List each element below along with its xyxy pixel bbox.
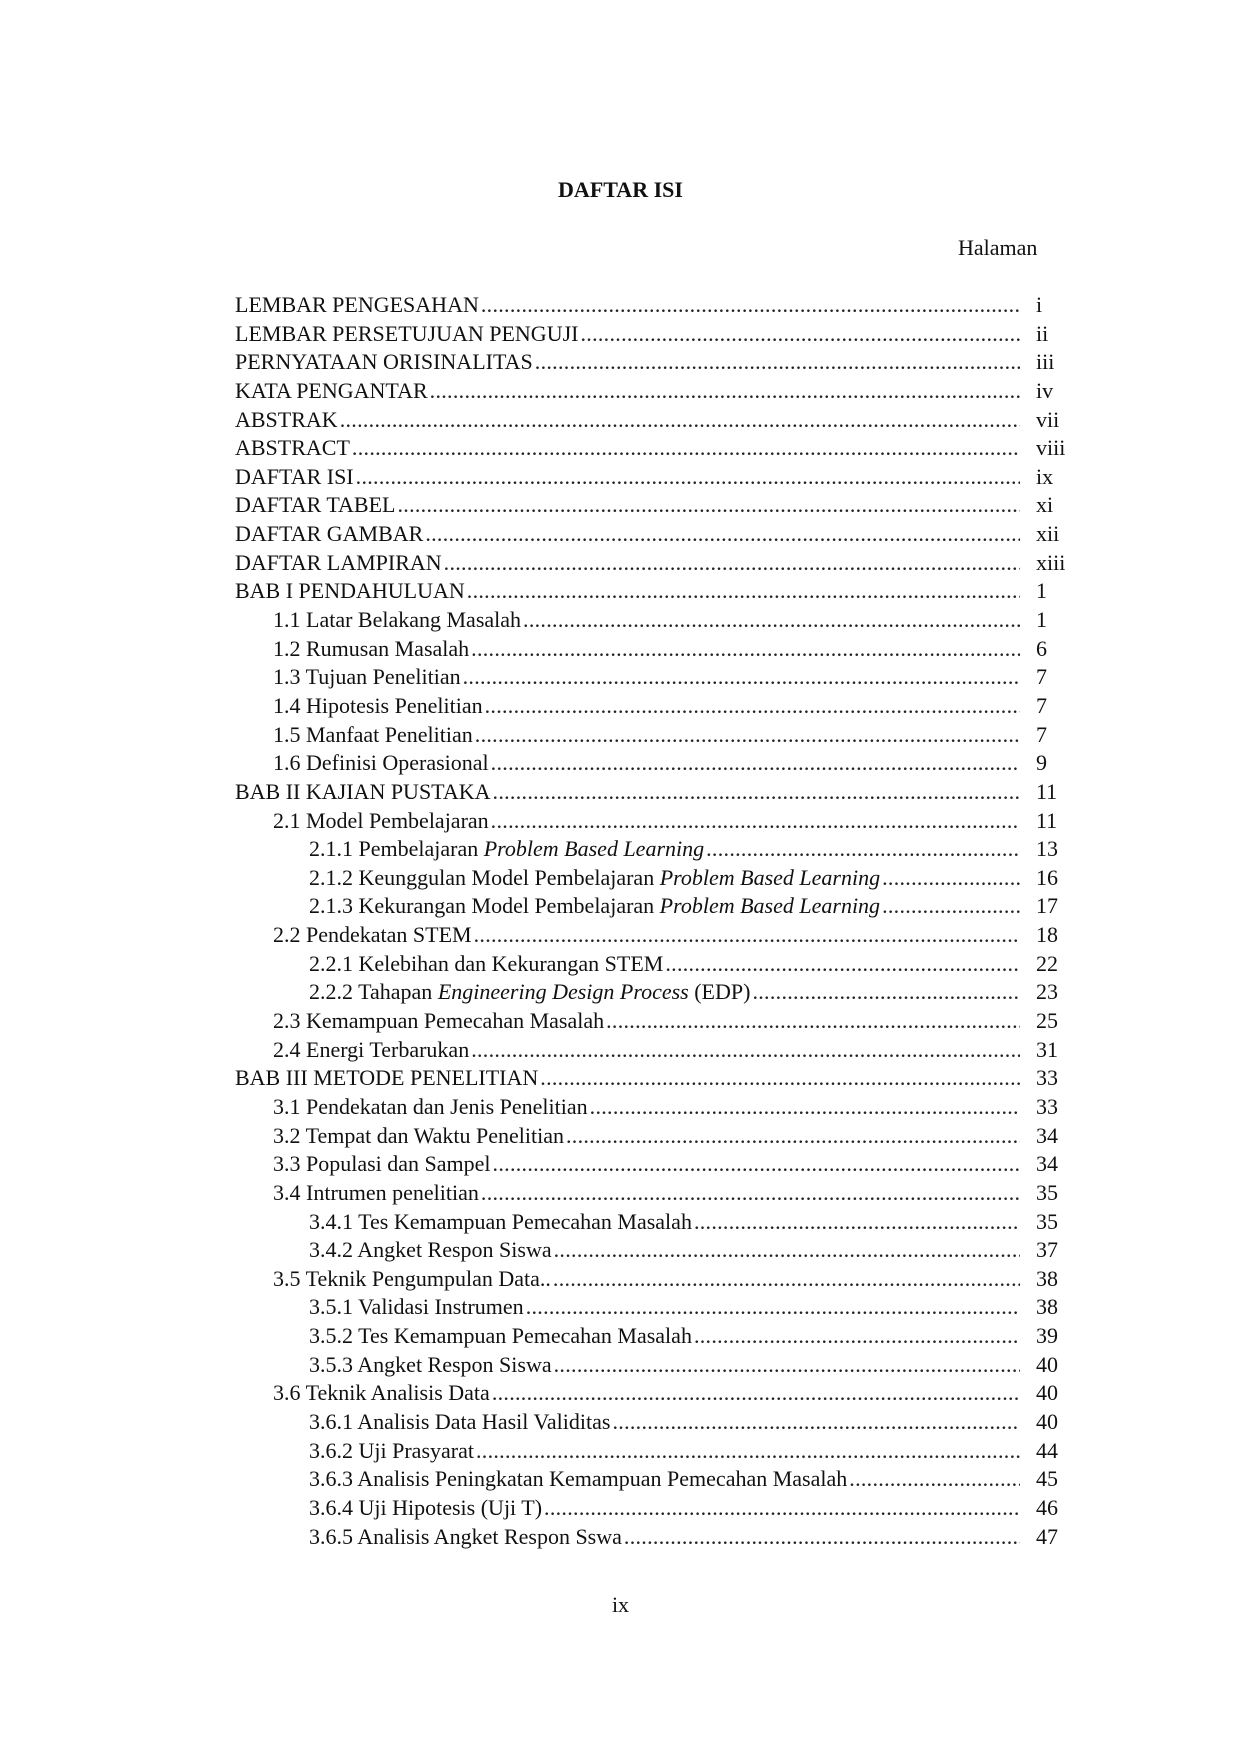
toc-entry[interactable]	[235, 348, 1070, 377]
dot-leader	[523, 606, 1020, 635]
dot-leader	[544, 1494, 1020, 1523]
toc-entry-label	[309, 978, 750, 1007]
toc-entry-page: 44	[1036, 1437, 1058, 1463]
toc-entry[interactable]	[235, 1523, 1070, 1552]
toc-entry[interactable]	[235, 692, 1070, 721]
toc-entry-label	[273, 692, 483, 721]
toc-entry[interactable]	[235, 406, 1070, 435]
toc-entry-page: 22	[1036, 950, 1058, 976]
toc-entry-label	[273, 635, 469, 664]
dot-leader	[467, 577, 1020, 606]
toc-entry-label-text: 3.6.1 Analisis Data Hasil Validitas	[309, 1408, 611, 1434]
dot-leader	[540, 1064, 1020, 1093]
toc-entry-page: 46	[1036, 1494, 1058, 1520]
toc-entry-label-text: DAFTAR ISI	[235, 463, 354, 489]
toc-entry-label	[235, 406, 338, 435]
toc-entry-page: iv	[1036, 377, 1054, 403]
toc-entry[interactable]	[235, 320, 1070, 349]
toc-entry-label-text: 3.6.3 Analisis Peningkatan Kemampuan Pemecahan Masalah	[309, 1466, 848, 1492]
toc-entry[interactable]	[235, 1093, 1070, 1122]
toc-entry-label	[273, 663, 461, 692]
toc-entry-label-text: 2.1.2 Keunggulan Model Pembelajaran	[309, 864, 660, 890]
toc-entry-label-text: 1.6 Definisi Operasional	[273, 750, 489, 776]
toc-entry-label-text: 3.2 Tempat dan Waktu Penelitian	[273, 1122, 564, 1148]
toc-entry-page: 9	[1036, 750, 1047, 776]
toc-entry-page: 23	[1036, 979, 1058, 1005]
dot-leader	[340, 406, 1020, 435]
toc-entry-label-text: 3.5.2 Tes Kemampuan Pemecahan Masalah	[309, 1323, 692, 1349]
dot-leader	[882, 864, 1020, 893]
toc-entry-page: 25	[1036, 1008, 1058, 1034]
toc-entry-page: 38	[1036, 1265, 1058, 1291]
toc-entry[interactable]	[235, 491, 1070, 520]
toc-entry[interactable]	[235, 1236, 1070, 1265]
toc-entry-label-text: 3.3 Populasi dan Sampel	[273, 1151, 491, 1177]
toc-entry-label	[309, 892, 880, 921]
dot-leader	[694, 1322, 1020, 1351]
toc-entry-label	[235, 491, 395, 520]
toc-entry-label-text: BAB I PENDAHULUAN	[235, 578, 465, 604]
dot-leader	[463, 663, 1020, 692]
toc-entry[interactable]	[235, 577, 1070, 606]
toc-entry-label-text: 2.2 Pendekatan STEM	[273, 922, 472, 948]
toc-entry-label-text: 3.1 Pendekatan dan Jenis Penelitian	[273, 1093, 588, 1119]
toc-entry-page: 7	[1036, 664, 1047, 690]
toc-entry-page: 45	[1036, 1466, 1058, 1492]
toc-entry[interactable]	[235, 1007, 1070, 1036]
toc-entry[interactable]	[235, 1494, 1070, 1523]
toc-entry-page: 40	[1036, 1351, 1058, 1377]
toc-entry-label	[309, 1408, 610, 1437]
toc-entry-page: 11	[1036, 778, 1058, 804]
dot-leader	[606, 1007, 1020, 1036]
toc-entry[interactable]	[235, 721, 1070, 750]
dot-leader	[485, 692, 1020, 721]
toc-entry-label-text: 3.4.2 Angket Respon Siswa	[309, 1237, 552, 1263]
toc-entry-label-text: 3.5.1 Validasi Instrumen	[309, 1294, 524, 1320]
toc-entry-label-text: BAB III METODE PENELITIAN	[235, 1065, 539, 1091]
toc-entry-label	[273, 1036, 469, 1065]
toc-entry[interactable]	[235, 778, 1070, 807]
toc-entry-page: 34	[1036, 1122, 1058, 1148]
toc-entry-label	[273, 807, 489, 836]
toc-entry-label	[235, 434, 350, 463]
toc-entry-label	[309, 1465, 847, 1494]
toc-entry-label-text: PERNYATAAN ORISINALITAS	[235, 349, 533, 375]
toc-entry[interactable]	[235, 520, 1070, 549]
dot-leader	[535, 348, 1020, 377]
toc-entry[interactable]	[235, 892, 1070, 921]
dot-leader	[580, 320, 1020, 349]
toc-entry[interactable]	[235, 463, 1070, 492]
toc-entry-page: 40	[1036, 1380, 1058, 1406]
dot-leader	[882, 892, 1020, 921]
toc-entry-page: 35	[1036, 1208, 1058, 1234]
toc-entry-label-text: ABSTRACT	[235, 435, 350, 461]
toc-entry-page: ii	[1036, 320, 1049, 346]
dot-leader	[444, 549, 1020, 578]
toc-entry[interactable]	[235, 1322, 1070, 1351]
toc-entry-label	[235, 463, 354, 492]
toc-entry[interactable]	[235, 835, 1070, 864]
toc-entry[interactable]	[235, 1379, 1070, 1408]
dot-leader	[526, 1293, 1020, 1322]
toc-entry[interactable]	[235, 1437, 1070, 1466]
toc-entry[interactable]	[235, 291, 1070, 320]
toc-entry-page: 18	[1036, 922, 1058, 948]
dot-leader	[553, 1265, 1020, 1294]
toc-entry-page: 1	[1036, 607, 1047, 633]
toc-entry-label	[309, 864, 880, 893]
toc-entry[interactable]	[235, 663, 1070, 692]
dot-leader	[491, 807, 1020, 836]
dot-leader	[752, 978, 1020, 1007]
toc-entry-label	[273, 1093, 588, 1122]
toc-entry-label-text: 2.2.1 Kelebihan dan Kekurangan STEM	[309, 950, 664, 976]
dot-leader	[352, 434, 1020, 463]
toc-entry-label	[235, 1064, 538, 1093]
toc-entry-label	[235, 520, 423, 549]
toc-entry-label-text: 3.4 Intrumen penelitian	[273, 1179, 479, 1205]
toc-entry-page: 40	[1036, 1408, 1058, 1434]
footer-page-number: ix	[611, 1592, 630, 1617]
dot-leader	[476, 1437, 1020, 1466]
toc-entry[interactable]	[235, 1265, 1070, 1294]
toc-entry-page: 47	[1036, 1523, 1058, 1549]
toc-entry-label	[235, 348, 533, 377]
toc-entry-label	[309, 1351, 552, 1380]
toc-entry[interactable]	[235, 921, 1070, 950]
toc-entry-page: 1	[1036, 578, 1047, 604]
toc-entry-page: vii	[1036, 406, 1060, 432]
toc-entry-label	[273, 1265, 551, 1294]
page-title: DAFTAR ISI	[558, 177, 683, 202]
toc-entry-page: ix	[1036, 463, 1054, 489]
toc-entry[interactable]	[235, 1064, 1070, 1093]
toc-entry-label	[309, 835, 704, 864]
toc-entry[interactable]	[235, 950, 1070, 979]
dot-leader	[554, 1236, 1020, 1265]
toc-entry-page: 31	[1036, 1036, 1058, 1062]
toc-entry[interactable]	[235, 549, 1070, 578]
toc-entry-label-text: (EDP)	[688, 979, 751, 1005]
toc-entry-label-text: 3.4.1 Tes Kemampuan Pemecahan Masalah	[309, 1208, 692, 1234]
toc-entry-page: 7	[1036, 692, 1047, 718]
toc-entry-label	[273, 749, 489, 778]
dot-leader	[624, 1523, 1020, 1552]
toc-entry-label-text: 3.5.3 Angket Respon Siswa	[309, 1351, 552, 1377]
dot-leader	[481, 1179, 1020, 1208]
toc-entry[interactable]	[235, 1208, 1070, 1237]
toc-entry-page: 34	[1036, 1151, 1058, 1177]
toc-entry-page: 38	[1036, 1294, 1058, 1320]
toc-entry-page: 13	[1036, 836, 1058, 862]
toc-entry-label	[309, 1293, 524, 1322]
toc-entry-label-text: DAFTAR LAMPIRAN	[235, 549, 442, 575]
toc-entry-label	[273, 1007, 604, 1036]
toc-entry[interactable]	[235, 434, 1070, 463]
dot-leader	[493, 778, 1020, 807]
toc-entry-label-text: 3.6 Teknik Analisis Data	[273, 1380, 490, 1406]
toc-entry-label-italic: Problem Based Learning	[483, 836, 705, 862]
dot-leader	[566, 1122, 1020, 1151]
dot-leader	[425, 520, 1020, 549]
toc-entry-label	[235, 377, 428, 406]
toc-entry-label-italic: Engineering Design Process	[437, 979, 689, 1005]
toc-entry[interactable]	[235, 1150, 1070, 1179]
toc-entry-label	[273, 606, 521, 635]
dot-leader	[397, 491, 1020, 520]
toc-entry-page: 17	[1036, 893, 1058, 919]
toc-entry[interactable]	[235, 749, 1070, 778]
toc-entry[interactable]	[235, 978, 1070, 1007]
toc-entry-label-text: 1.4 Hipotesis Penelitian	[273, 692, 483, 718]
toc-entry-page: 39	[1036, 1323, 1058, 1349]
toc-entry-label	[273, 1150, 491, 1179]
toc-entry-page: 16	[1036, 864, 1058, 890]
dot-leader	[491, 749, 1020, 778]
toc-entry-label	[235, 778, 491, 807]
toc-entry-label-text: DAFTAR TABEL	[235, 492, 396, 518]
toc-entry[interactable]	[235, 1122, 1070, 1151]
toc-entry-label-text: BAB II KAJIAN PUSTAKA	[235, 778, 491, 804]
toc-entry-label	[273, 1122, 564, 1151]
toc-entry[interactable]	[235, 1036, 1070, 1065]
toc-entry-page: i	[1036, 292, 1043, 317]
toc-entry-label-text: 1.5 Manfaat Penelitian	[273, 721, 473, 747]
toc-entry-label-text: LEMBAR PENGESAHAN	[235, 292, 479, 317]
toc-entry-label-text: 2.4 Energi Terbarukan	[273, 1036, 470, 1062]
dot-leader	[471, 1036, 1020, 1065]
dot-leader	[706, 835, 1020, 864]
dot-leader	[475, 721, 1020, 750]
toc-entry-label-text: 3.6.4 Uji Hipotesis (Uji T)	[309, 1494, 543, 1520]
toc-entry-page: 11	[1036, 807, 1058, 833]
toc-entry-label	[273, 1179, 479, 1208]
toc-entry-page: iii	[1036, 349, 1055, 375]
toc-entry-label	[309, 1437, 474, 1466]
toc-entry-label	[309, 950, 663, 979]
toc-entry[interactable]	[235, 606, 1070, 635]
toc-entry[interactable]	[235, 864, 1070, 893]
toc-entry-label-text: 2.1.1 Pembelajaran	[309, 836, 484, 862]
page-column-header: Halaman	[958, 235, 1038, 260]
dot-leader	[430, 377, 1020, 406]
toc-entry-label	[309, 1322, 692, 1351]
toc-entry-label-text: 2.3 Kemampuan Pemecahan Masalah	[273, 1008, 605, 1034]
toc-entry-page: viii	[1036, 435, 1066, 461]
toc-entry[interactable]	[235, 1293, 1070, 1322]
dot-leader	[554, 1351, 1020, 1380]
toc-entry-label-text: KATA PENGANTAR	[235, 377, 428, 403]
toc-entry-label-text: 3.5 Teknik Pengumpulan Data..	[273, 1265, 551, 1291]
toc-entry-label-text: ABSTRAK	[235, 406, 338, 432]
toc-entry-label	[309, 1494, 542, 1523]
dot-leader	[356, 463, 1020, 492]
toc-entry-label	[273, 921, 472, 950]
toc-entry-label	[309, 1523, 622, 1552]
toc-entry-label-italic: Problem Based Learning	[659, 893, 881, 919]
toc-entry-label-text: 1.2 Rumusan Masalah	[273, 635, 470, 661]
dot-leader	[612, 1408, 1020, 1437]
toc-entry-label-text: 3.6.5 Analisis Angket Respon Sswa	[309, 1523, 622, 1549]
toc-entry-page: xiii	[1036, 549, 1066, 575]
dot-leader	[665, 950, 1020, 979]
toc-entry-page: xi	[1036, 492, 1054, 518]
dot-leader	[492, 1379, 1020, 1408]
toc-entry-page: 37	[1036, 1237, 1058, 1263]
toc-entry-label	[309, 1236, 552, 1265]
toc-entry[interactable]	[235, 807, 1070, 836]
toc-entry[interactable]	[235, 1408, 1070, 1437]
toc-entry[interactable]	[235, 1465, 1070, 1494]
toc-entry-page: xii	[1036, 521, 1060, 547]
table-of-contents	[235, 291, 1070, 1551]
toc-entry-label	[235, 577, 465, 606]
dot-leader	[590, 1093, 1020, 1122]
dot-leader	[493, 1150, 1020, 1179]
toc-entry-label	[309, 1208, 692, 1237]
toc-entry-label-text: 1.3 Tujuan Penelitian	[273, 664, 461, 690]
toc-entry-page: 33	[1036, 1065, 1058, 1091]
toc-entry-label-text: 1.1 Latar Belakang Masalah	[273, 607, 522, 633]
toc-entry-label-text: DAFTAR GAMBAR	[235, 521, 424, 547]
dot-leader	[694, 1208, 1020, 1237]
toc-entry[interactable]	[235, 1179, 1070, 1208]
toc-entry-label	[273, 1379, 490, 1408]
toc-entry-label	[235, 291, 479, 320]
toc-entry-label-text: 2.1.3 Kekurangan Model Pembelajaran	[309, 893, 660, 919]
toc-entry-label	[235, 549, 442, 578]
dot-leader	[481, 291, 1020, 320]
toc-entry[interactable]	[235, 635, 1070, 664]
toc-entry[interactable]	[235, 1351, 1070, 1380]
toc-entry-page: 7	[1036, 721, 1047, 747]
toc-entry-label-text: 2.1 Model Pembelajaran	[273, 807, 489, 833]
dot-leader	[471, 635, 1020, 664]
dot-leader	[474, 921, 1020, 950]
toc-entry-label-text: 2.2.2 Tahapan	[309, 979, 438, 1005]
toc-entry-label-text: 3.6.2 Uji Prasyarat	[309, 1437, 474, 1463]
toc-entry-label-italic: Problem Based Learning	[659, 864, 881, 890]
toc-entry-page: 33	[1036, 1093, 1058, 1119]
dot-leader	[849, 1465, 1020, 1494]
toc-entry-label-text: LEMBAR PERSETUJUAN PENGUJI	[235, 320, 579, 346]
toc-entry-label	[273, 721, 473, 750]
toc-entry-label	[235, 320, 578, 349]
toc-entry[interactable]	[235, 377, 1070, 406]
toc-entry-page: 6	[1036, 635, 1047, 661]
toc-entry-page: 35	[1036, 1179, 1058, 1205]
